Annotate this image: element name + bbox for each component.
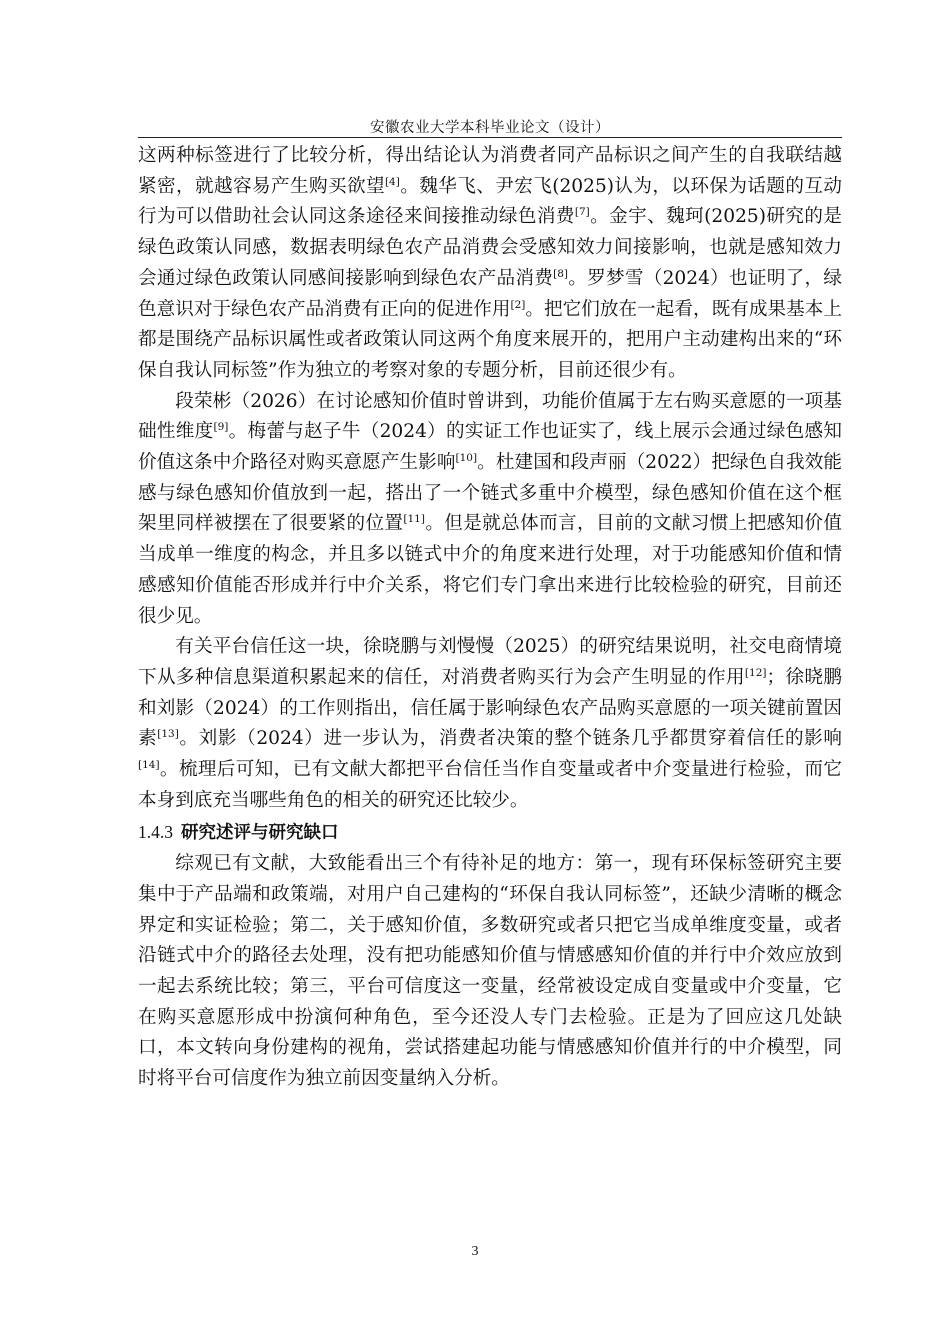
paragraph-text: 。金宇、魏珂(2025)研究的是绿色政策认同感，数据表明绿色农产品消费会受感知效力间接影响，也就是感知效力会通过绿色政策认同感间接影响到绿色农产品消费: [138, 206, 842, 289]
section-number: 1.4.3: [138, 822, 173, 843]
page-body: [138, 141, 842, 1095]
paragraph-text: 。刘影（2024）进一步认为，消费者决策的整个链条几乎都贯穿着信任的影响: [178, 728, 842, 750]
section-title: 研究述评与研究缺口: [181, 823, 339, 844]
paragraph-text: 这两种标签进行了比较分析，得出结论认为消费者同产品标识之间产生的自我联结越紧密，就越容易产生购买欲望: [138, 145, 842, 197]
citation-ref: [10]: [455, 452, 478, 465]
citation-ref: [11]: [403, 513, 425, 526]
citation-ref: [9]: [213, 421, 229, 434]
citation-ref: [12]: [744, 666, 767, 679]
paragraph-text: 。把它们放在一起看，既有成果基本上都是围绕产品标识属性或者政策认同这两个角度来展开的，把用户主动建构出来的“环保自我认同标签”作为独立的考察对象的专题分析，目前还很少有。: [138, 298, 842, 381]
paragraph-text: 。魏华飞、尹宏飞(2025)认为，以环保为话题的互动行为可以借助社会认同这条途径来间接推动绿色消费: [138, 175, 842, 228]
paragraph-text: 。杜建国和段声丽（2022）把绿色自我效能感与绿色感知价值放到一起，搭出了一个链式多重中介模型，绿色感知价值在这个框架里同样被摆在了很要紧的位置: [138, 452, 842, 535]
paragraph-2: [138, 387, 842, 633]
page-header: 安徽农业大学本科毕业论文（设计）: [370, 120, 610, 136]
citation-ref: [14]: [138, 759, 160, 772]
paragraph-text: 有关平台信任这一块，徐晓鹏与刘慢慢（2025）的研究结果说明，社交电商情境下从多种信息渠道积累起来的信任，对消费者购买行为会产生明显的作用: [138, 636, 842, 688]
paragraph-text: 。罗梦雪（2024）也证明了，绿色意识对于绿色农产品消费有正向的促进作用: [138, 267, 842, 320]
paragraph-text: 。梅蕾与赵子牛（2024）的实证工作也证实了，线上展示会通过绿色感知价值这条中介路径对购买意愿产生影响: [138, 421, 842, 474]
paragraph-4: 综观已有文献，大致能看出三个有待补足的地方：第一，现有环保标签研究主要集中于产品端和政策端，对用户自己建构的“环保自我认同标签”，还缺少清晰的概念界定和实证检验；第二，关于感知价值，多数研究或者只把它当成单维度变量，或者沿链式中介的路径去处理，没有把功能感知价值与情感感知价值的并行中介效应放到一起去系统比较；第三，平台可信度这一变量，经常被设定成自变量或中介变量，它在购买意愿形成中扮演何种角色，至今还没人专门去检验。正是为了回应这几处缺口，本文转向身份建构的视角，尝试搭建起功能与情感感知价值并行的中介模型，同时将平台可信度作为独立前因变量纳入分析。: [138, 853, 842, 1090]
citation-ref: [4]: [384, 175, 400, 188]
paragraph-text: ；徐晓鹏和刘影（2024）的工作则指出，信任属于影响绿色农产品购买意愿的一项关键前置因素: [138, 666, 842, 750]
citation-ref: [13]: [157, 728, 179, 741]
citation-ref: [2]: [510, 298, 526, 311]
paragraph-text: 。但是就总体而言，目前的文献习惯上把感知价值当成单一维度的构念，并且多以链式中介的角度来进行处理，对于功能感知价值和情感感知价值能否形成并行中介关系，将它们专门拿出来进行比较检验的研究，目前还很少见。: [138, 513, 842, 627]
page-number: 3: [471, 1244, 479, 1259]
citation-ref: [7]: [574, 206, 590, 219]
paragraph-3: [138, 632, 842, 816]
paragraph-1: [138, 141, 842, 387]
citation-ref: [8]: [553, 267, 568, 280]
paragraph-text: 段荣彬（2026）在讨论感知价值时曾讲到，功能价值属于左右购买意愿的一项基础性维度: [138, 390, 842, 443]
section-heading: [138, 816, 842, 849]
header-rule: [138, 137, 842, 138]
paragraph-text: 。梳理后可知，已有文献大都把平台信任当作自变量或者中介变量进行检验，而它本身到底充当哪些角色的相关的研究还比较少。: [138, 759, 842, 811]
